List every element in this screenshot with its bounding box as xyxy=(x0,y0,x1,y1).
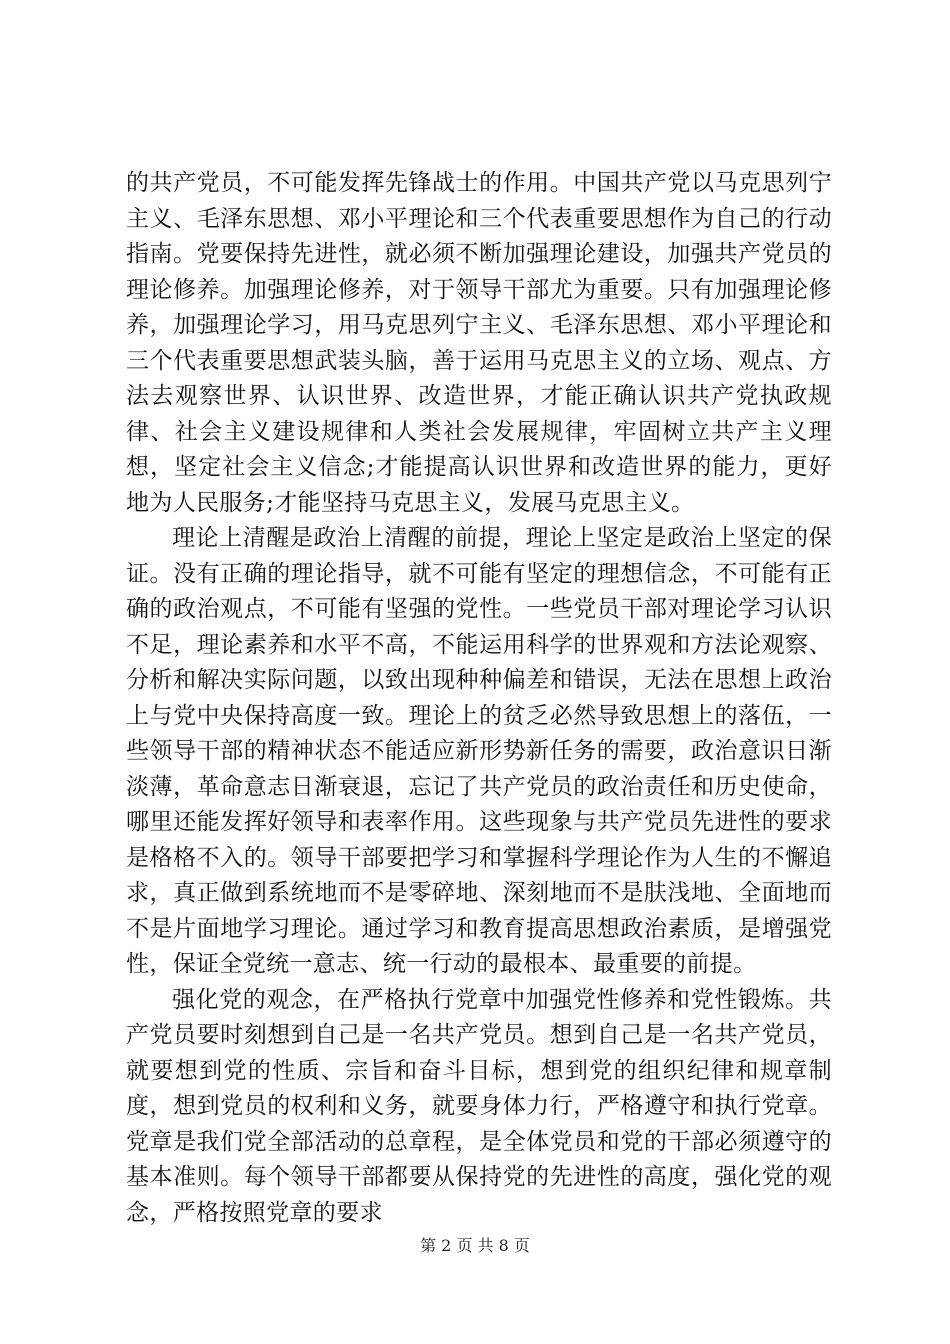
paragraph-theory: 理论上清醒是政治上清醒的前提，理论上坚定是政治上坚定的保证。没有正确的理论指导，就不可能有坚定的理想信念，不可能有正确的政治观点，不可能有坚强的党性。一些党员干部对理论学习认识不足，理论素养和水平不高，不能运用科学的世界观和方法论观察、分析和解决实际问题，以致出现种种偏差和错误，无法在思想上政治上与党中央保持高度一致。理论上的贫乏必然导致思想上的落伍，一些领导干部的精神状态不能适应新形势新任务的需要，政治意识日渐淡薄，革命意志日渐衰退，忘记了共产党员的政治责任和历史使命，哪里还能发挥好领导和表率作用。这些现象与共产党员先进性的要求是格格不入的。领导干部要把学习和掌握科学理论作为人生的不懈追求，真正做到系统地而不是零碎地、深刻地而不是肤浅地、全面地而不是片面地学习理论。通过学习和教育提高思想政治素质，是增强党性，保证全党统一意志、统一行动的最根本、最重要的前提。 xyxy=(126,525,832,977)
page-number-label: 第 2 页 共 8 页 xyxy=(420,1236,530,1255)
paragraph-party-concept: 强化党的观念，在严格执行党章中加强党性修养和党性锻炼。共产党员要时刻想到自己是一名共产党员。想到自己是一名共产党员，就要想到党的性质、宗旨和奋斗目标，想到党的组织纪律和规章制度，想到党员的权利和义务，就要身体力行，严格遵守和执行党章。党章是我们党全部活动的总章程，是全体党员和党的干部必须遵守的基本准则。每个领导干部都要从保持党的先进性的高度，强化党的观念，严格按照党章的要求 xyxy=(126,986,832,1226)
page-footer xyxy=(0,1233,950,1256)
body-text xyxy=(126,166,832,1231)
paragraph-continued: 的共产党员，不可能发挥先锋战士的作用。中国共产党以马克思列宁主义、毛泽东思想、邓小平理论和三个代表重要思想作为自己的行动指南。党要保持先进性，就必须不断加强理论建设，加强共产党员的理论修养。加强理论修养，对于领导干部尤为重要。只有加强理论修养，加强理论学习，用马克思列宁主义、毛泽东思想、邓小平理论和三个代表重要思想武装头脑，善于运用马克思主义的立场、观点、方法去观察世界、认识世界、改造世界，才能正确认识共产党执政规律、社会主义建设规律和人类社会发展规律，牢固树立共产主义理想，坚定社会主义信念;才能提高认识世界和改造世界的能力，更好地为人民服务;才能坚持马克思主义，发展马克思主义。 xyxy=(126,170,832,516)
